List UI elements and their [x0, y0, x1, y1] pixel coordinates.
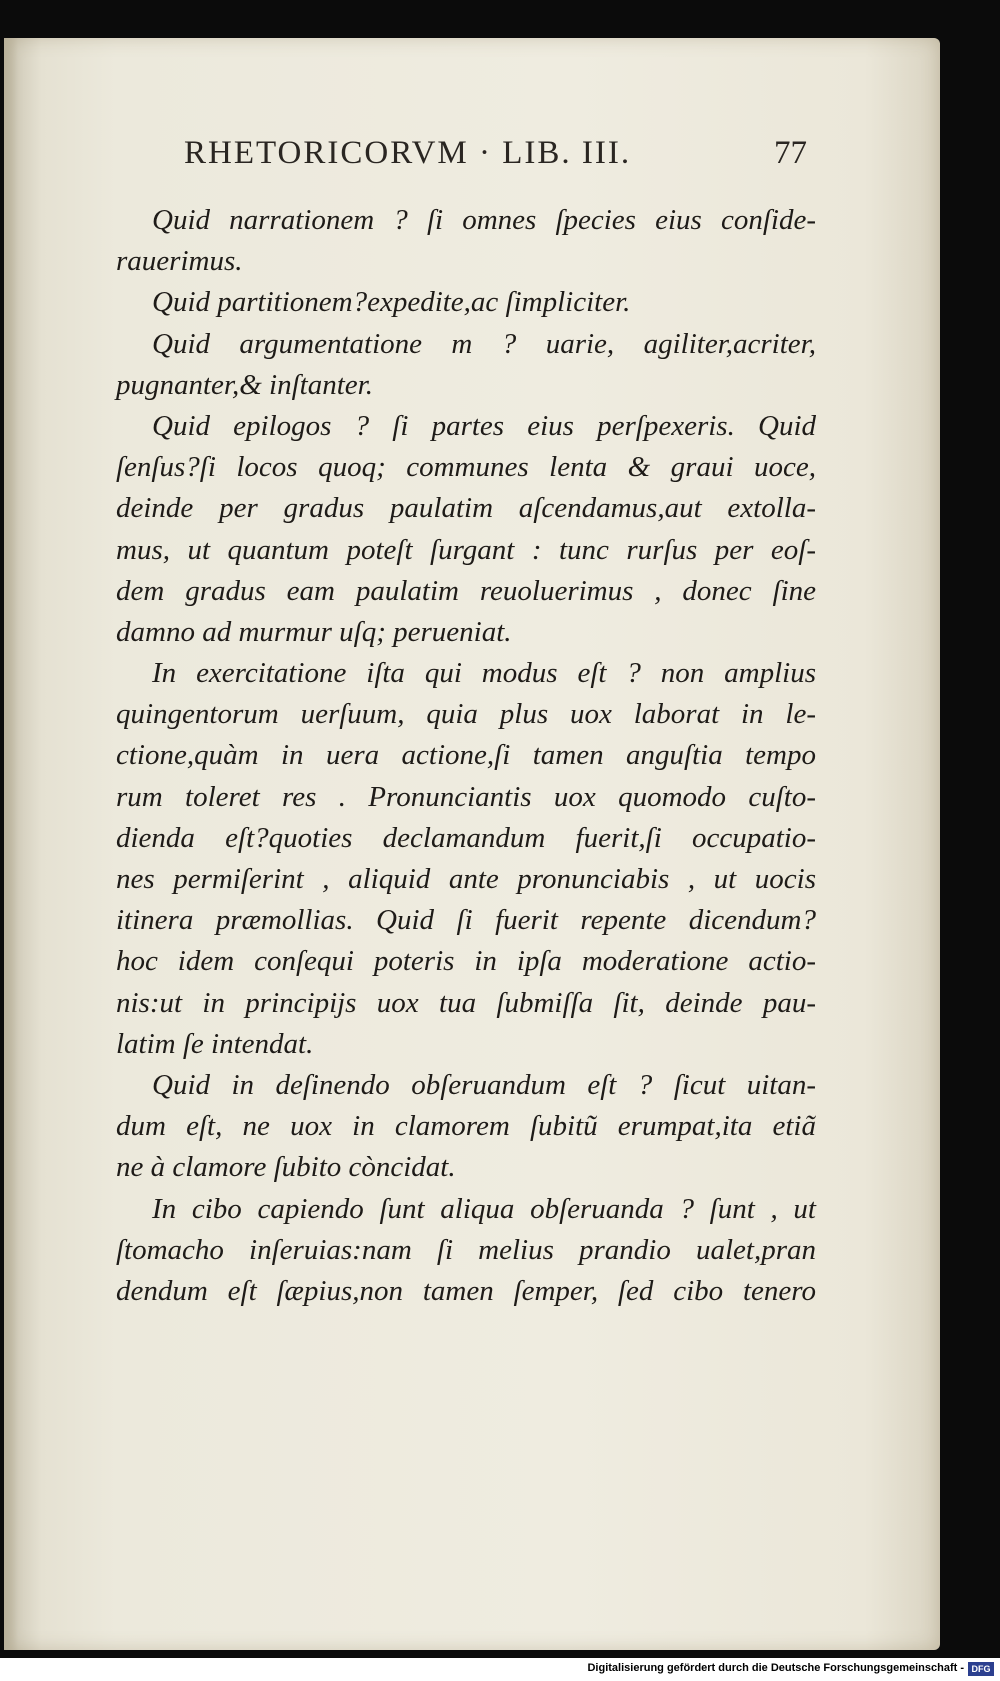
text-line: dem gradus eam paulatim reuoluerimus , donec ſine — [116, 574, 816, 607]
text-line: dum eſt, ne uox in clamorem ſubitũ erumpat,ita etiã — [116, 1110, 816, 1143]
text-line: rauerimus. — [116, 245, 243, 278]
text-line: ne à clamore ſubito còncidat. — [116, 1151, 456, 1184]
page-header — [4, 135, 940, 185]
text-line: Quid epilogos ? ſi partes eius perſpexeris. Quid — [152, 409, 816, 442]
text-line: nes permiſerint , aliquid ante pronunciabis , ut uocis — [116, 863, 816, 895]
text-line: ctione,quàm in uera actione,ſi tamen anguſtia tempo — [116, 739, 816, 772]
text-line: dienda eſt?quoties declamandum fuerit,ſi occupatio- — [116, 821, 816, 854]
text-line: pugnanter,& inſtanter. — [116, 368, 373, 401]
text-line: nis:ut in principijs uox tua ſubmiſſa ſit, deinde pau- — [116, 986, 816, 1019]
text-line: Quid partitionem?expedite,ac ſimpliciter. — [152, 286, 631, 319]
text-line: Quid argumentatione m ? uarie, agiliter,acriter, — [152, 327, 816, 360]
text-line: ſtomacho inſeruias:nam ſi melius prandio ualet,pran — [116, 1233, 816, 1266]
running-head: RHETORICORVM · LIB. III. — [184, 135, 632, 171]
text-line: Quid narrationem ? ſi omnes ſpecies eius conſide- — [152, 204, 816, 236]
text-line: mus, ut quantum poteſt ſurgant : tunc rurſus per eoſ- — [116, 533, 816, 566]
text-line: Quid in deſinendo obſeruandum eſt ? ſicut uitan- — [152, 1068, 816, 1101]
digitization-footer — [0, 1658, 1000, 1681]
text-line: ſenſus?ſi locos quoq; communes lenta & graui uoce, — [116, 451, 816, 484]
text-line: deinde per gradus paulatim aſcendamus,aut extolla- — [116, 492, 816, 525]
text-line: rum toleret res . Pronunciantis uox quomodo cuſto- — [116, 780, 816, 813]
text-line: latim ſe intendat. — [116, 1027, 314, 1060]
text-line: In exercitatione iſta qui modus eſt ? non amplius — [152, 657, 816, 690]
text-line: hoc idem conſequi poteris in ipſa moderatione actio- — [116, 945, 816, 978]
text-line: In cibo capiendo ſunt aliqua obſeruanda ? ſunt , ut — [152, 1192, 816, 1225]
text-line: itinera præmollias. Quid ſi fuerit repente dicendum? — [116, 904, 816, 937]
dfg-logo: DFG — [968, 1662, 994, 1676]
text-line: dendum eſt ſæpius,non tamen ſemper, ſed cibo tenero — [116, 1274, 816, 1307]
book-page — [4, 38, 940, 1650]
text-line: damno ad murmur uſq; perueniat. — [116, 615, 512, 648]
text-line: quingentorum uerſuum, quia plus uox laborat in le- — [116, 698, 816, 731]
funding-credit: Digitalisierung gefördert durch die Deutsche Forschungsgemeinschaft - — [587, 1662, 964, 1674]
body-text — [116, 200, 816, 1312]
page-number: 77 — [774, 135, 807, 171]
